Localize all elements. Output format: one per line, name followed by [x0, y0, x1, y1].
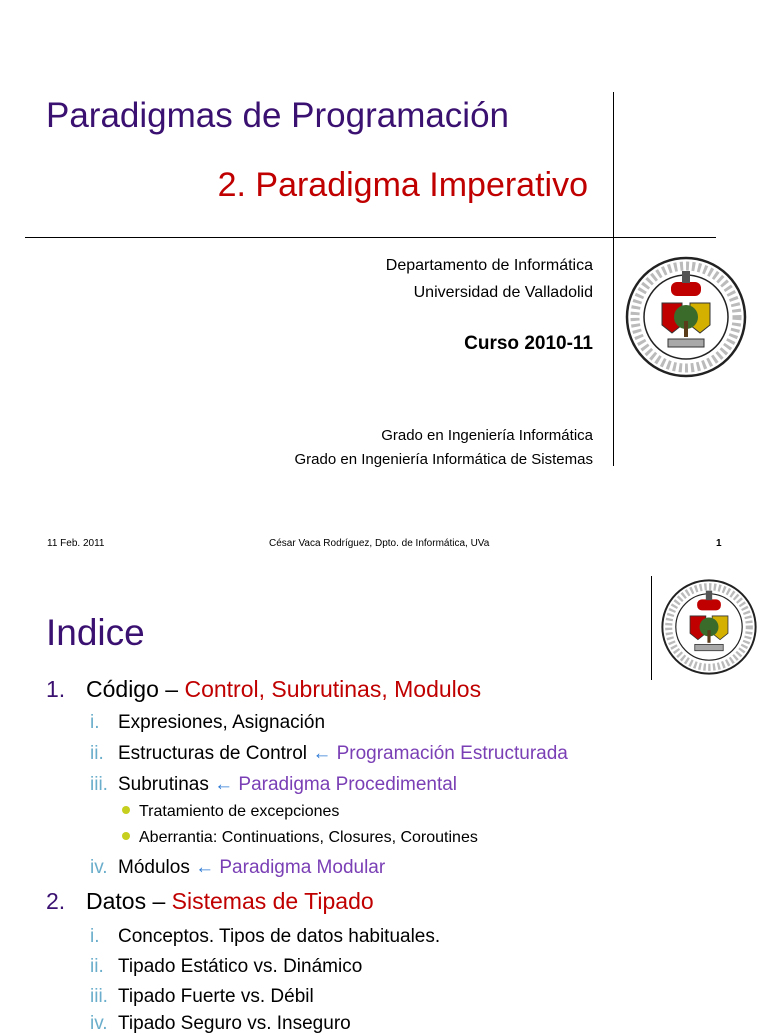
- vertical-divider: [613, 92, 614, 466]
- item-text: Código –: [86, 676, 185, 702]
- left-arrow-icon: ←: [312, 743, 332, 764]
- index-bullet: [122, 803, 339, 821]
- left-arrow-icon: ←: [195, 857, 215, 878]
- index-subitem: [90, 857, 385, 879]
- item-text: Tipado Estático vs. Dinámico: [118, 956, 363, 977]
- index-title: Indice: [46, 612, 145, 653]
- index-subitem: [90, 712, 325, 734]
- university-seal-icon: [660, 578, 758, 676]
- item-number: ii.: [90, 743, 104, 764]
- item-text: Tipado Fuerte vs. Débil: [118, 986, 314, 1007]
- left-arrow-icon: ←: [214, 774, 234, 795]
- item-highlight: Sistemas de Tipado: [171, 888, 374, 914]
- bullet-icon: [122, 806, 130, 814]
- degree-text-2: Grado en Ingeniería Informática de Sistemas: [294, 451, 593, 468]
- index-item-1: [46, 676, 481, 703]
- item-number: ii.: [90, 956, 104, 977]
- vertical-divider: [651, 576, 652, 680]
- item-number: iv.: [90, 1013, 108, 1034]
- slide-title: Paradigmas de Programación: [46, 96, 510, 135]
- item-number: i.: [90, 712, 100, 733]
- item-number: i.: [90, 926, 100, 947]
- index-subitem: [90, 1013, 351, 1035]
- index-subitem: [90, 774, 457, 796]
- footer-page-number: 1: [716, 538, 722, 549]
- item-text: Conceptos. Tipos de datos habituales.: [118, 926, 441, 947]
- item-text: Datos –: [86, 888, 172, 914]
- item-highlight: Paradigma Modular: [214, 857, 386, 878]
- index-subitem: [90, 926, 440, 948]
- item-text: Estructuras de Control: [118, 743, 313, 764]
- item-text: Módulos: [118, 857, 196, 878]
- index-subitem: [90, 986, 314, 1008]
- item-highlight: Control, Subrutinas, Modulos: [184, 676, 482, 702]
- item-number: iii.: [90, 774, 108, 795]
- degree-text-1: Grado en Ingeniería Informática: [381, 427, 593, 444]
- item-text: Expresiones, Asignación: [118, 712, 326, 733]
- index-subitem: [90, 956, 362, 978]
- index-item-2: [46, 888, 374, 915]
- university-text: Universidad de Valladolid: [413, 284, 593, 301]
- item-text: Subrutinas: [118, 774, 215, 795]
- horizontal-divider: [25, 237, 716, 238]
- item-number: 2.: [46, 888, 66, 914]
- course-text: Curso 2010-11: [464, 333, 593, 354]
- item-number: 1.: [46, 676, 66, 702]
- footer-author: César Vaca Rodríguez, Dpto. de Informática, UVa: [269, 538, 490, 549]
- item-number: iii.: [90, 986, 108, 1007]
- index-subitem: [90, 743, 568, 765]
- bullet-icon: [122, 832, 130, 840]
- university-seal-icon: [624, 255, 748, 379]
- item-text: Tipado Seguro vs. Inseguro: [118, 1013, 351, 1034]
- bullet-text: Aberrantia: Continuations, Closures, Coroutines: [139, 829, 478, 846]
- item-highlight: Paradigma Procedimental: [233, 774, 458, 795]
- index-bullet: [122, 829, 478, 847]
- item-highlight: Programación Estructurada: [331, 743, 568, 764]
- footer-date: 11 Feb. 2011: [47, 538, 105, 549]
- bullet-text: Tratamiento de excepciones: [139, 803, 340, 820]
- department-text: Departamento de Informática: [385, 257, 593, 274]
- item-number: iv.: [90, 857, 108, 878]
- slide-subtitle: 2. Paradigma Imperativo: [217, 166, 588, 204]
